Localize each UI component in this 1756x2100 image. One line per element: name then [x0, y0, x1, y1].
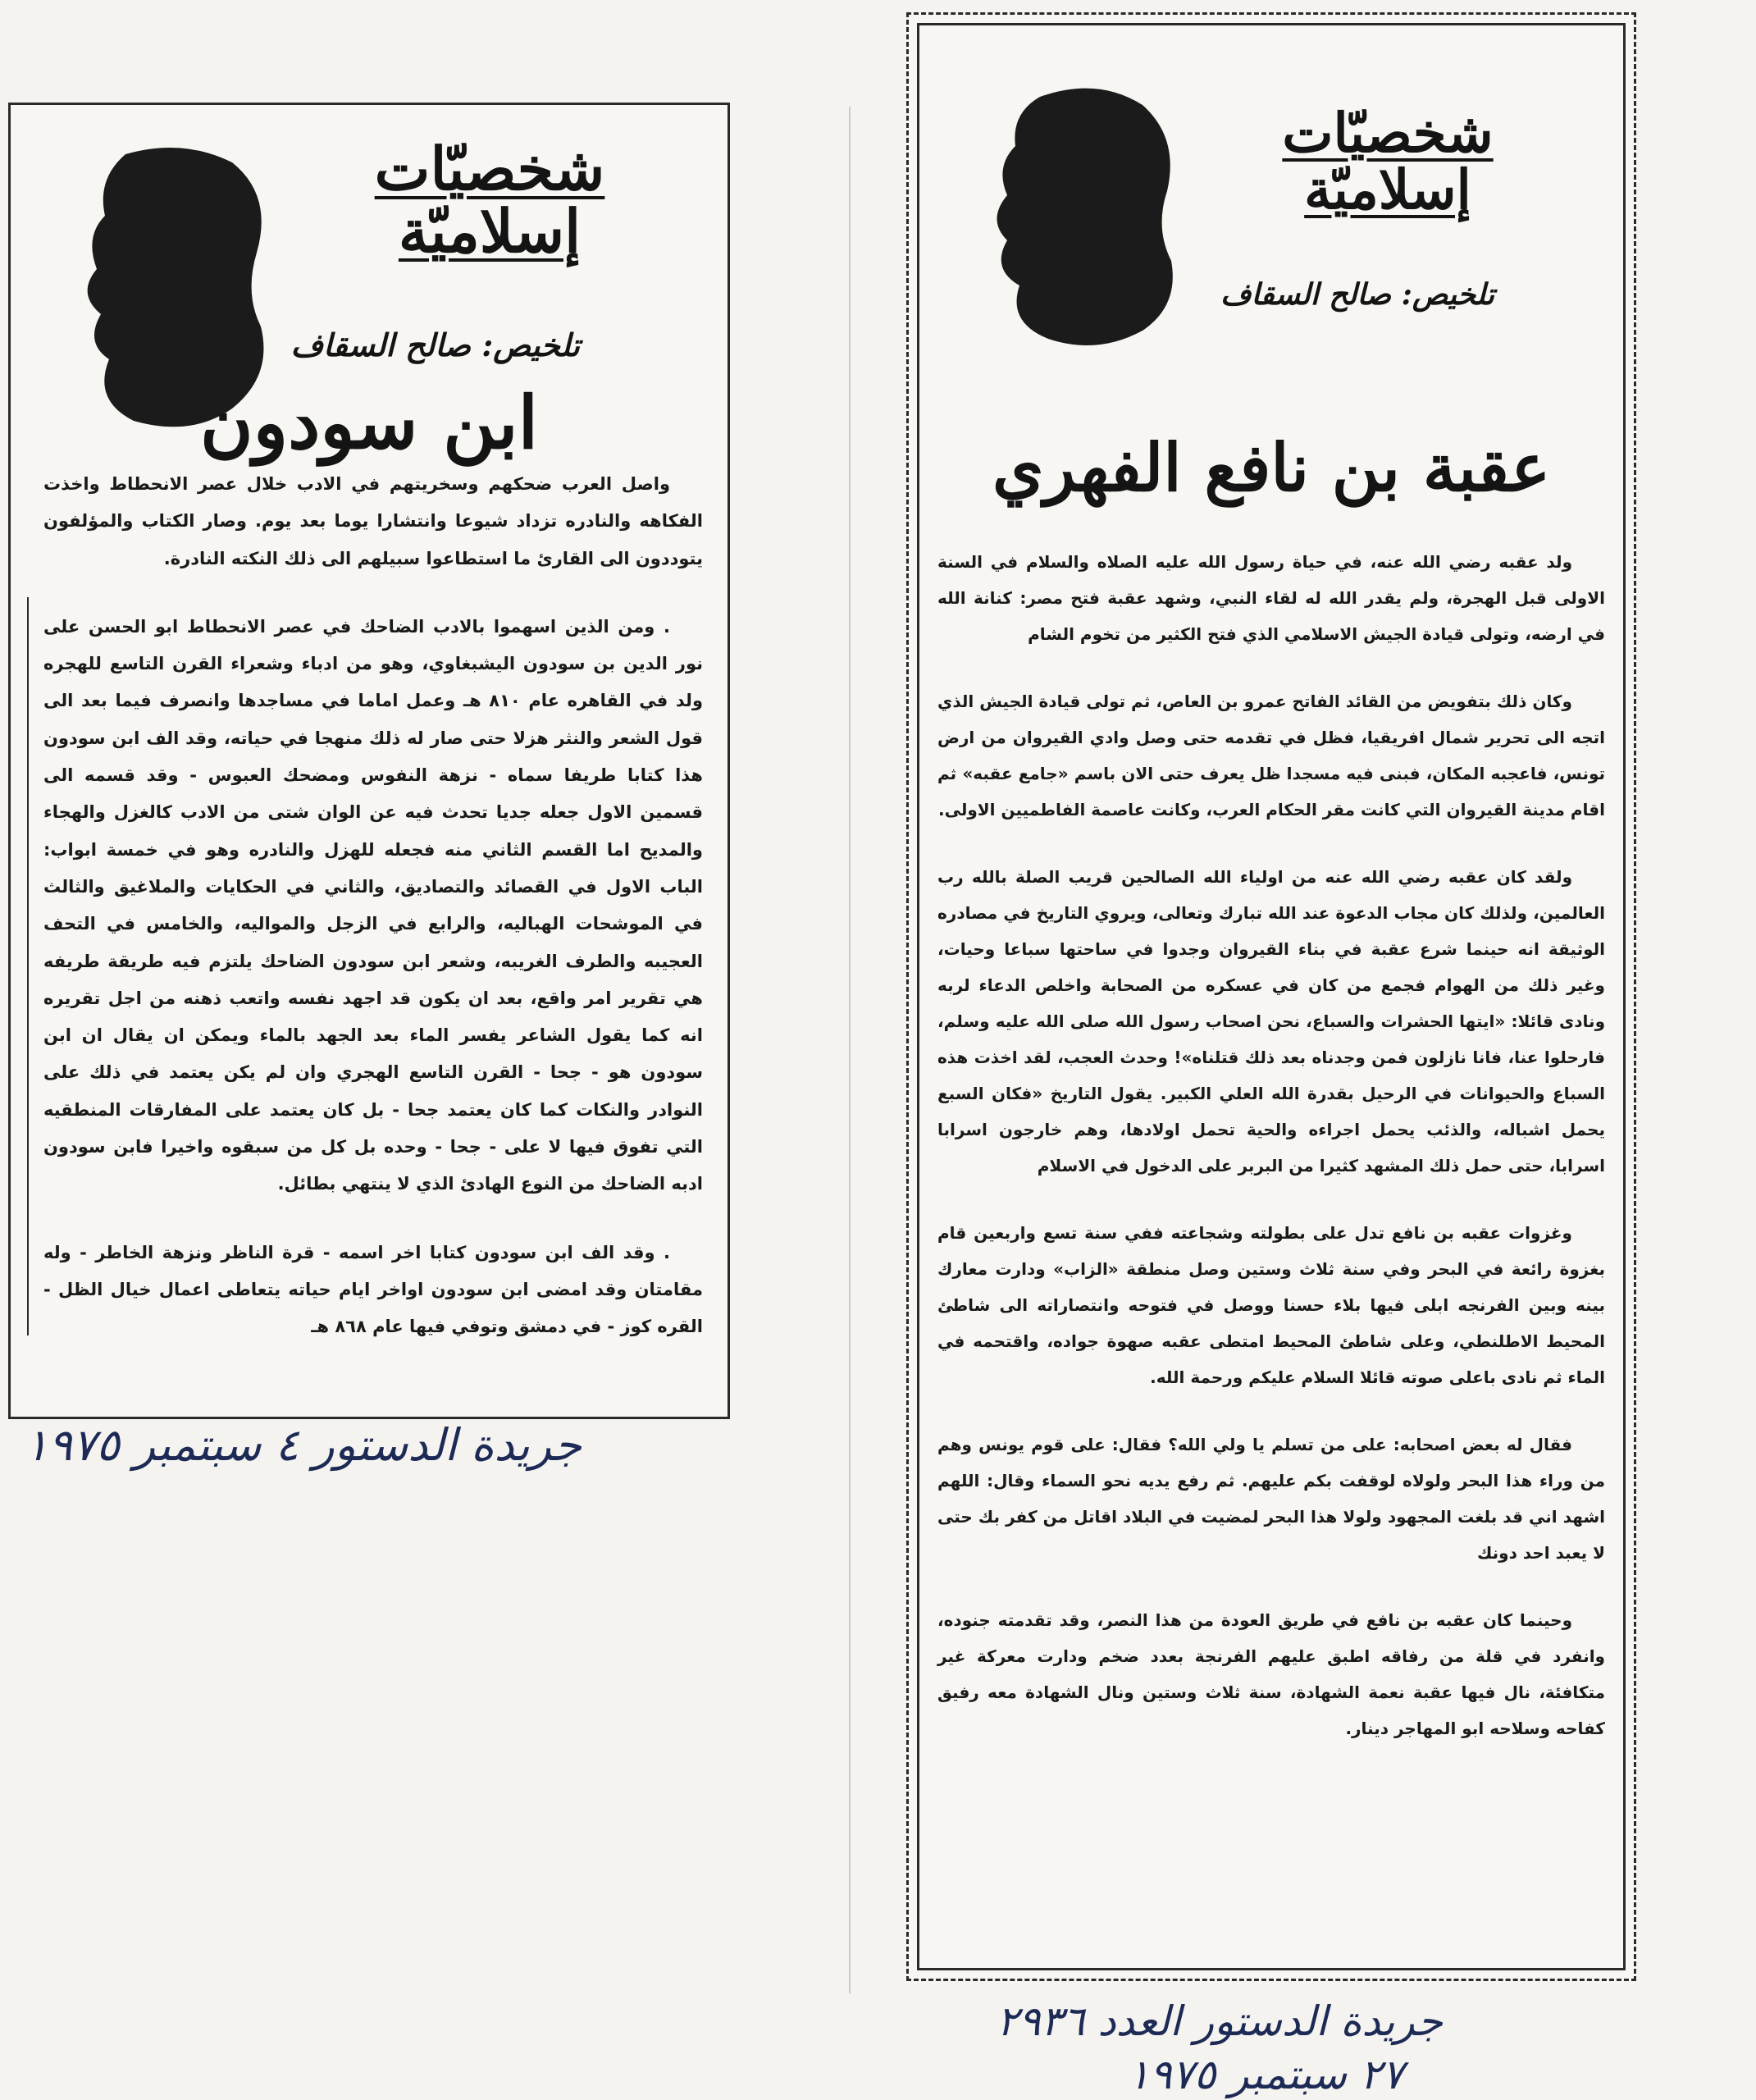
article-paragraph: وغزوات عقبه بن نافع تدل على بطولته وشجاعته ففي سنة تسع واربعين قام بغزوة رائعة في البحر وفي سنة ثلاث وستين وصل منطقة «الزاب» ودارت معارك بينه وبين الفرنجه ابلى فيها بلاء حسنا ووصل في فتوحه وانتصاراته الى شاطئ المحيط الاطلنطي، وعلى شاطئ المحيط امتطى عقبه صهوة جواده، واقتحمه في الماء ثم نادى باعلى صوته قائلا السلام عليكم ورحمة الله. — [937, 1223, 1605, 1387]
article-paragraph: وحينما كان عقبه بن نافع في طريق العودة من هذا النصر، وقد تقدمته جنوده، وانفرد في قلة من رفاقه اطبق عليهم الفرنجة بعدد ضخم ودارت معركة غير متكافئة، نال فيها عقبة نعمة الشهادة، سنة ثلاث وستين ونال الشهادة معه رفيق كفاحه وسلاحه ابو المهاجر دينار. — [937, 1610, 1605, 1738]
series-title — [317, 134, 662, 266]
article-headline: عقبة بن نافع الفهري — [992, 429, 1551, 506]
page-crease — [849, 107, 851, 1993]
handwritten-source-note: جريدة الدستور ٤ سبتمبر ١٩٧٥ — [25, 1419, 582, 1471]
handwritten-issue-note: جريدة الدستور العدد ٢٩٣٦ — [997, 1997, 1444, 2045]
series-title-line-1: شخصيّات — [374, 134, 605, 203]
series-title-line-1: شخصيّات — [1282, 101, 1494, 165]
right-newspaper-clipping — [906, 12, 1636, 1981]
article-paragraph: . ومن الذين اسهموا بالادب الضاحك في عصر الانحطاط ابو الحسن على نور الدين بن سودون اليشبغاوي، وهو من ادباء وشعراء القرن التاسع للهجره ولد في القاهره عام ٨١٠ هـ وعمل اماما في مساجدها وانصرف فيما بعد الى قول الشعر والنثر هزلا حتى صار له ذلك منهجا في حياته، وقد الف ابن سودون هذا كتابا طريفا سماه - نزهة النفوس ومضحك العبوس - وقد قسمه الى قسمين الاول جعله جديا تحدث فيه عن الوان شتى من الادب كالغزل والهجاء والمديح اما القسم الثاني منه فجعله للهزل والنادره وهو في خمسة ابواب: الباب الاول في القصائد والتصاديق، والثاني في الحكايات والملاغيق والثالث في الموشحات الهباليه، والرابع في الزجل والمواليه، والخامس في التحف العجيبه والطرف الغريبه، وشعر ابن سودون الضاحك يلتزم فيه طريقة طريفه هي تقرير امر واقع، بعد ان يكون قد اجهد نفسه واتعب ذهنه من اجل تقريره انه كما يقول الشاعر يفسر الماء بعد الجهد بالماء ويمكن ان يقال ان ابن سودون هو - جحا - القرن التاسع الهجري وان لم يكن يعتمد في ذلك على النوادر والنكات كما كان يعتمد جحا - بل كان يعتمد على المفارقات المنطقيه التي تفوق فيها لا على - جحا - وحده بل كل من سبقوه واخيرا فابن سودون ادبه الضاحك من النوع الهادئ الذي لا ينتهي بطائل. — [43, 616, 703, 1194]
portrait-silhouette-icon — [974, 76, 1188, 355]
article-paragraph: ولقد كان عقبه رضي الله عنه من اولياء الله الصالحين قريب الصلة بالله رب العالمين، ولذلك كان مجاب الدعوة عند الله تبارك وتعالى، ويروي التاريخ في مصادره الوثيقة انه حينما شرع عقبة في بناء القيروان وجدوا في ساحتها سباعا وحيات، وغير ذلك من الهوام فجمع من كان في عسكره من الصحابة واخلص الدعاء لربه ونادى قائلا: «ايتها الحشرات والسباع، نحن اصحاب رسول الله صلى الله عليه وسلم، فارحلوا عنا، فانا نازلون فمن وجدناه بعد ذلك قتلناه»! وحدث العجب، لقد اخذت هذه السباع والحيوانات في الرحيل بقدرة الله العلي الكبير. يقول التاريخ «فكان السبع يحمل اشباله، والذئب يحمل اجراءه والحية تحمل اولادها، وهم خارجون اسرابا اسرابا، حتى حمل ذلك المشهد كثيرا من البربر على الدخول في الاسلام — [937, 867, 1605, 1176]
byline: تلخيص: صالح السقاف — [1220, 277, 1494, 312]
article-body — [43, 466, 703, 1377]
article-paragraph: ولد عقبه رضي الله عنه، في حياة رسول الله عليه الصلاه والسلام في السنة الاولى قبل الهجرة، ولم يقدر الله له لقاء النبي، وشهد عقبة فتح مصر: كنانة الله في ارضه، وتولى قيادة الجيش الاسلامي الذي فتح الكثير من تخوم الشام — [937, 552, 1605, 644]
article-headline: ابن سودون — [199, 380, 539, 465]
article-paragraph: وكان ذلك بتفويض من القائد الفاتح عمرو بن العاص، ثم تولى قيادة الجيش الذي اتجه الى تحرير شمال افريقيا، فظل في تقدمه حتى وصل وادي القيروان من ارض تونس، فاعجبه المكان، فبنى فيه مسجدا ظل يعرف حتى الان باسم «جامع عقبه» ثم اقام مدينة القيروان التي كانت مقر الحكام العرب، وكانت عاصمة الفاطميين الاولى. — [937, 692, 1605, 819]
series-title-line-2: إسلاميّة — [1304, 158, 1471, 222]
article-paragraph: واصل العرب ضحكهم وسخريتهم في الادب خلال عصر الانحطاط واخذت الفكاهه والنادره تزداد شيوعا وانتشارا يوما بعد يوم. وصار الكتاب والمؤلفون يتوددون الى القارئ ما استطاعوا سبيلهم الى ذلك النكته النادرة. — [43, 474, 703, 568]
column-rule — [27, 597, 29, 1335]
left-newspaper-clipping — [8, 103, 730, 1419]
article-paragraph: . وقد الف ابن سودون كتابا اخر اسمه - قرة الناظر ونزهة الخاطر - وله مقامتان وقد امضى ابن سودون اواخر ايام حياته يتعاطى اعمال خيال الظل - القره كوز - في دمشق وتوفي فيها عام ٨٦٨ هـ — [43, 1242, 703, 1337]
article-body — [937, 544, 1605, 1778]
byline: تلخيص: صالح السقاف — [290, 326, 580, 363]
series-title — [1224, 101, 1552, 222]
series-title-line-2: إسلاميّة — [398, 195, 582, 266]
handwritten-date-note: ٢٧ سبتمبر ١٩٧٥ — [1128, 2051, 1404, 2098]
article-paragraph: فقال له بعض اصحابه: على من تسلم يا ولي الله؟ فقال: على قوم يونس وهم من وراء هذا البحر ولولاه لوقفت بكم عليهم. ثم رفع يديه نحو السماء وقال: اللهم اشهد اني قد بلغت المجهود ولولا هذا البحر لمضيت في البلاد اقاتل من كفر بك حتى لا يعبد احد دونك — [937, 1435, 1605, 1563]
